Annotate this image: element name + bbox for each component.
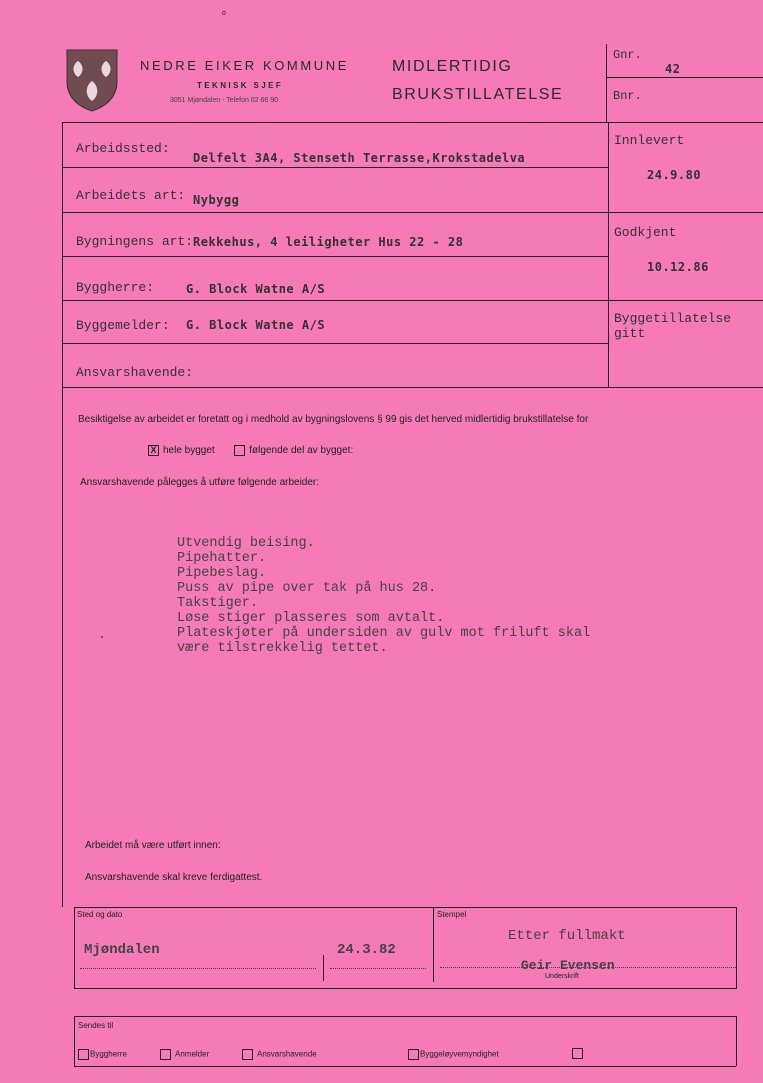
instructions-label: Ansvarshavende pålegges å utføre følgende arbeider: <box>80 477 320 488</box>
byggherre-value: G. Block Watne A/S <box>186 282 326 296</box>
task-item: Pipehatter. <box>177 551 267 566</box>
part-building-label: følgende del av bygget: <box>249 445 354 457</box>
task-item: Utvendig beising. <box>177 536 315 551</box>
byggetillatelse-label-2: gitt <box>614 326 646 341</box>
arbeidssted-value: Delfelt 3A4, Stenseth Terrasse,Krokstadelva <box>193 151 526 165</box>
municipality-address: 3051 Mjøndalen - Telefon 02 66 90 <box>170 97 279 104</box>
whole-building-checkbox[interactable]: X <box>148 445 159 456</box>
task-item: Plateskjøter på undersiden av gulv mot friluft skal <box>177 626 591 641</box>
bnr-label: Bnr. <box>613 89 642 103</box>
arbeidets-art-label: Arbeidets art: <box>76 188 186 203</box>
sted-dato-label: Sted og dato <box>77 910 123 919</box>
task-item: Pipebeslag. <box>177 566 267 581</box>
byggherre-label: Byggherre: <box>76 280 155 295</box>
ferdigattest-label: Ansvarshavende skal kreve ferdigattest. <box>85 872 263 883</box>
scope-options <box>148 445 353 456</box>
arbeidssted-label: Arbeidssted: <box>76 141 170 156</box>
recipient-checkbox[interactable] <box>572 1048 583 1059</box>
recipient-option[interactable] <box>572 1048 587 1059</box>
document-title-line2: BRUKSTILLATELSE <box>392 86 564 103</box>
task-list <box>177 536 590 656</box>
bygningens-art-label: Bygningens art: <box>76 234 194 249</box>
stray-dot <box>101 636 103 638</box>
byggetillatelse-label-1: Byggetillatelse <box>614 311 732 326</box>
signer-name: Geir Evensen <box>521 958 615 973</box>
recipient-option[interactable]: Ansvarshavende <box>242 1049 317 1060</box>
etter-fullmakt: Etter fullmakt <box>508 928 626 944</box>
recipient-option[interactable]: Anmelder <box>160 1049 209 1060</box>
task-item: være tilstrekkelig tettet. <box>177 641 388 656</box>
bygningens-art-value: Rekkehus, 4 leiligheter Hus 22 - 28 <box>193 235 464 249</box>
gnr-value: 42 <box>665 62 681 76</box>
whole-building-label: hele bygget <box>163 445 215 457</box>
recipient-option[interactable]: Byggeløyvemyndighet <box>408 1049 499 1060</box>
municipality-name: NEDRE EIKER KOMMUNE <box>140 58 350 73</box>
document-title-line1: MIDLERTIDIG <box>392 58 513 75</box>
recipient-checkbox[interactable] <box>242 1049 253 1060</box>
task-item: Takstiger. <box>177 596 259 611</box>
godkjent-value: 10.12.86 <box>647 260 709 274</box>
arbeidets-art-value: Nybygg <box>193 193 240 207</box>
godkjent-label: Godkjent <box>614 225 677 240</box>
recipient-option[interactable]: Byggherre <box>78 1049 127 1060</box>
recipient-checkbox[interactable] <box>408 1049 419 1060</box>
stempel-label: Stempel <box>437 910 467 919</box>
date-value: 24.3.82 <box>337 942 396 958</box>
byggemelder-label: Byggemelder: <box>76 318 170 333</box>
gnr-label: Gnr. <box>613 48 642 62</box>
ansvarshavende-label: Ansvarshavende: <box>76 365 194 380</box>
innlevert-value: 24.9.80 <box>647 168 702 182</box>
underskrift-label: Underskrift <box>545 973 579 980</box>
task-item: Løse stiger plasseres som avtalt. <box>177 611 445 626</box>
sendes-til-label: Sendes til <box>78 1021 114 1030</box>
coat-of-arms <box>64 47 120 113</box>
byggemelder-value: G. Block Watne A/S <box>186 318 326 332</box>
recipient-checkbox[interactable] <box>160 1049 171 1060</box>
task-item: Puss av pipe over tak på hus 28. <box>177 581 437 596</box>
place-value: Mjøndalen <box>84 942 160 958</box>
innlevert-label: Innlevert <box>614 133 685 148</box>
deadline-label: Arbeidet må være utført innen: <box>85 840 221 851</box>
department-name: TEKNISK SJEF <box>197 81 284 90</box>
recipient-checkbox[interactable] <box>78 1049 89 1060</box>
part-building-checkbox[interactable] <box>234 445 245 456</box>
top-mark: o <box>222 10 226 17</box>
permit-intro: Besiktigelse av arbeidet er foretatt og i medhold av bygningslovens § 99 gis det herved midlertidig brukstillatelse for <box>78 414 589 425</box>
